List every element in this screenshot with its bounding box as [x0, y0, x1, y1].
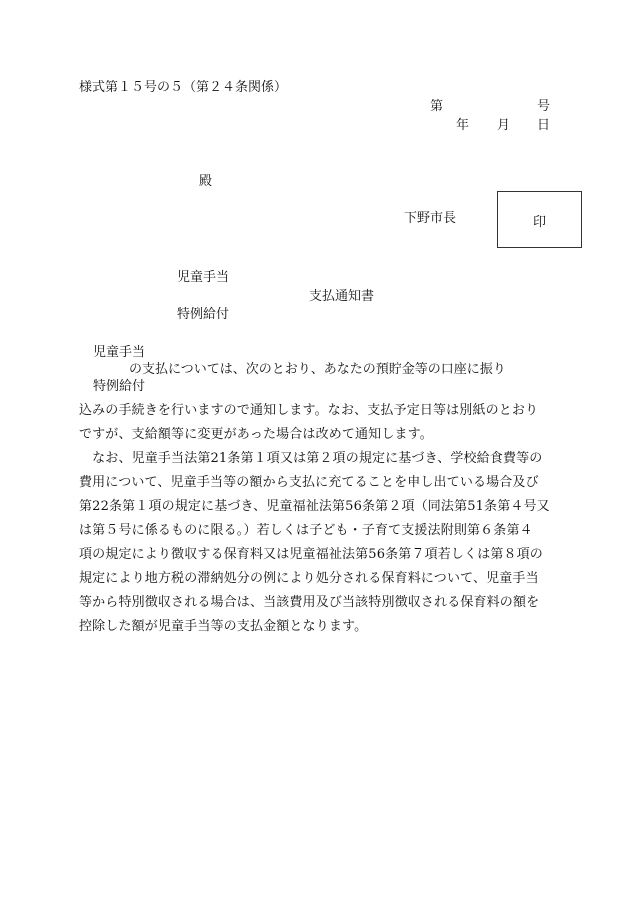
paragraph2-line: 費用について、児童手当等の額から支払に充てることを申し出ている場合及び — [79, 475, 539, 490]
date-month: 月 — [497, 118, 511, 133]
seal-label: 印 — [532, 215, 546, 230]
issuer: 下野市長 — [404, 211, 457, 226]
paragraph2-line: は第５号に係るものに限る。）若しくは子ども・子育て支援法附則第６条第４ — [79, 523, 533, 538]
paragraph2-line: 等から特別徴収される場合は、当該費用及び当該特別徴収される保育料の額を — [79, 595, 540, 610]
doc-number-prefix: 第 — [430, 99, 444, 114]
addressee-suffix: 殿 — [199, 174, 213, 189]
paragraph2-line: なお、児童手当法第21条第１項又は第２項の規定に基づき、学校給食費等の — [79, 451, 543, 466]
paragraph1-upper-alt: 児童手当 — [93, 345, 146, 360]
paragraph1-line3: ですが、支給額等に変更があった場合は改めて通知します。 — [79, 427, 433, 442]
doc-number-suffix: 号 — [537, 99, 551, 114]
paragraph2-line: 規定により地方税の滞納処分の例により処分される保育料について、児童手当 — [79, 571, 539, 586]
paragraph1-line1: の支払については、次のとおり、あなたの預貯金等の口座に振り — [129, 362, 506, 377]
paragraph2-line: 控除した額が児童手当等の支払金額となります。 — [79, 619, 368, 634]
title-lower: 特例給付 — [177, 307, 230, 322]
date-day: 日 — [537, 118, 551, 133]
seal-box — [497, 191, 582, 248]
form-number: 様式第１５号の５（第２４条関係） — [79, 80, 288, 95]
date-year: 年 — [456, 118, 470, 133]
title-main: 支払通知書 — [309, 289, 375, 304]
paragraph2-line: 項の規定により徴収する保育料又は児童福祉法第56条第７項若しくは第８項の — [79, 547, 543, 562]
paragraph1-line2: 込みの手続きを行いますので通知します。なお、支払予定日等は別紙のとおり — [79, 403, 539, 418]
title-upper: 児童手当 — [177, 270, 230, 285]
paragraph1-lower-alt: 特例給付 — [93, 379, 146, 394]
paragraph2-line: 第22条第１項の規定に基づき、児童福祉法第56条第２項（同法第51条第４号又 — [79, 499, 550, 514]
